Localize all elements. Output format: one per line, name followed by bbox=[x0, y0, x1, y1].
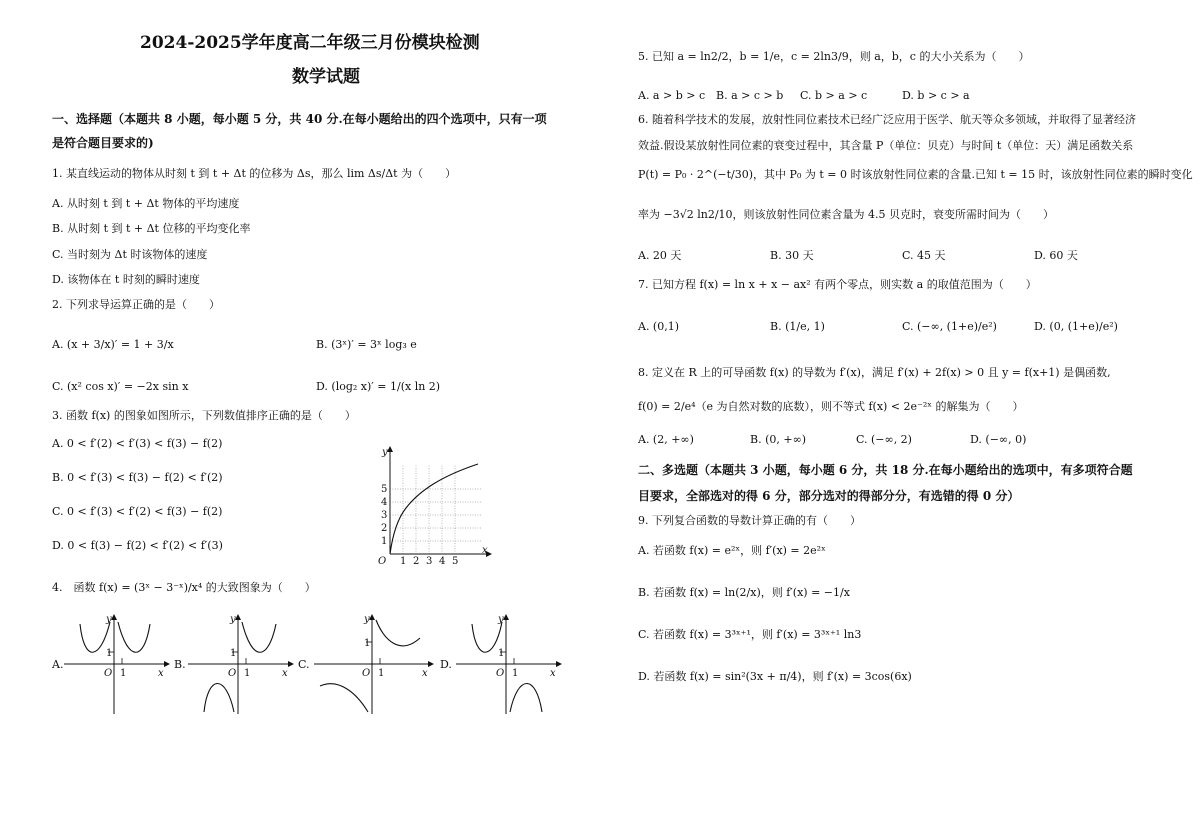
q4-a-one-y: 1 bbox=[106, 648, 113, 659]
q4-a-right-branch bbox=[118, 622, 150, 652]
q9-stem: 9. 下列复合函数的导数计算正确的有（ ） bbox=[638, 514, 861, 527]
q1-option-c: C. 当时刻为 Δt 时该物体的速度 bbox=[52, 248, 208, 261]
q2-option-d: D. (log₂ x)′ = 1/(x ln 2) bbox=[316, 380, 441, 393]
q9-option-c: C. 若函数 f(x) = 3³ˣ⁺¹，则 f′(x) = 3³ˣ⁺¹ ln3 bbox=[638, 628, 862, 641]
q7-stem: 7. 已知方程 f(x) = ln x + x − ax² 有两个零点，则实数 a 的取值范围为（ ） bbox=[638, 278, 1037, 291]
q4-d-y-label: y bbox=[498, 614, 504, 625]
q3-function-graph bbox=[362, 444, 492, 566]
q4-c-one-x: 1 bbox=[378, 668, 385, 679]
q8-line2: f(0) = 2/e⁴（e 为自然对数的底数），则不等式 f(x) < 2e⁻²ˣ 的解集为（ ） bbox=[638, 400, 1024, 413]
q1-option-d: D. 该物体在 t 时刻的瞬时速度 bbox=[52, 273, 200, 286]
q7-option-b: B. (1/e, 1) bbox=[770, 320, 825, 333]
q4-d-right-branch bbox=[510, 684, 542, 713]
q3-grid bbox=[390, 464, 482, 554]
q4-option-b-label: B. bbox=[174, 658, 186, 671]
q3-y-tick: 5 bbox=[381, 484, 388, 495]
q1-option-b: B. 从时刻 t 到 t + Δt 位移的平均变化率 bbox=[52, 222, 251, 235]
section1-heading-line1: 一、选择题（本题共 8 小题，每小题 5 分，共 40 分.在每小题给出的四个选项中，只有一项 bbox=[52, 112, 547, 126]
q3-stem: 3. 函数 f(x) 的图象如图所示，下列数值排序正确的是（ ） bbox=[52, 409, 356, 422]
q3-x-tick: 3 bbox=[426, 556, 433, 567]
q3-x-tick: 4 bbox=[439, 556, 446, 567]
q3-y-tick: 2 bbox=[381, 523, 388, 534]
q8-option-b: B. (0, +∞) bbox=[750, 433, 807, 446]
q9-option-d: D. 若函数 f(x) = sin²(3x + π/4)，则 f′(x) = 3cos(6x) bbox=[638, 670, 912, 683]
q4-graph-c bbox=[310, 612, 436, 716]
q2-option-a: A. (x + 3/x)′ = 1 + 3/x bbox=[52, 338, 174, 351]
q3-y-tick: 3 bbox=[381, 510, 388, 521]
q4-c-x-label: x bbox=[422, 668, 428, 679]
q4-c-origin: O bbox=[362, 668, 371, 679]
q5-option-d: D. b > c > a bbox=[902, 89, 970, 102]
q3-x-label: x bbox=[482, 545, 488, 556]
q8-option-d: D. (−∞, 0) bbox=[970, 433, 1027, 446]
q3-origin-label: O bbox=[378, 556, 387, 567]
q4-d-x-label: x bbox=[550, 668, 556, 679]
q4-a-origin: O bbox=[104, 668, 113, 679]
q6-option-d: D. 60 天 bbox=[1034, 249, 1078, 262]
q5-option-a: A. a > b > c bbox=[638, 89, 706, 102]
q3-option-c: C. 0 < f′(3) < f′(2) < f(3) − f(2) bbox=[52, 505, 223, 518]
q3-y-tick: 4 bbox=[381, 497, 388, 508]
q6-line4: 率为 −3√2 ln2/10，则该放射性同位素含量为 4.5 贝克时，衰变所需时间为（ ） bbox=[638, 208, 1055, 221]
q7-option-c: C. (−∞, (1+e)/e²) bbox=[902, 320, 997, 333]
q9-option-a: A. 若函数 f(x) = e²ˣ，则 f′(x) = 2e²ˣ bbox=[638, 544, 826, 557]
q3-x-tick: 1 bbox=[400, 556, 407, 567]
q6-line2: 效益.假设某放射性同位素的衰变过程中，其含量 P（单位：贝克）与时间 t（单位：天）满足函数关系 bbox=[638, 139, 1134, 152]
q4-graph-d bbox=[452, 612, 564, 716]
q4-graph-b bbox=[184, 612, 296, 716]
q6-line3: P(t) = P₀ · 2^(−t/30)，其中 P₀ 为 t = 0 时该放射性同位素的含量.已知 t = 15 时，该放射性同位素的瞬时变化 bbox=[638, 168, 1193, 181]
q5-option-c: C. b > a > c bbox=[800, 89, 868, 102]
q4-d-origin: O bbox=[496, 668, 505, 679]
q4-d-one-x: 1 bbox=[512, 668, 519, 679]
q4-option-a-label: A. bbox=[52, 658, 64, 671]
q1-stem: 1. 某直线运动的物体从时刻 t 到 t + Δt 的位移为 Δs，那么 lim Δs/Δt 为（ ） bbox=[52, 167, 457, 180]
q4-c-left-branch bbox=[320, 684, 368, 712]
q6-line1: 6. 随着科学技术的发展，放射性同位素技术已经广泛应用于医学、航天等众多领域，并取得了显著经济 bbox=[638, 113, 1136, 126]
q4-d-one-y: 1 bbox=[498, 648, 505, 659]
q4-b-origin: O bbox=[228, 668, 237, 679]
q4-c-one-y: 1 bbox=[364, 638, 371, 649]
q3-y-axis-arrow bbox=[387, 446, 393, 452]
q4-b-left-branch bbox=[204, 684, 234, 713]
q7-option-d: D. (0, (1+e)/e²) bbox=[1034, 320, 1118, 333]
q2-option-b: B. (3ˣ)′ = 3ˣ log₃ e bbox=[316, 338, 417, 351]
section2-heading-line1: 二、多选题（本题共 3 小题，每小题 6 分，共 18 分.在每小题给出的选项中，有多项符合题 bbox=[638, 463, 1133, 477]
q4-option-c-label: C. bbox=[298, 658, 310, 671]
section2-heading-line2: 目要求，全部选对的得 6 分，部分选对的得部分分，有选错的得 0 分） bbox=[638, 489, 1020, 503]
q8-option-a: A. (2, +∞) bbox=[638, 433, 694, 446]
q4-a-x-label: x bbox=[158, 668, 164, 679]
section1-heading-line2: 是符合题目要求的) bbox=[52, 136, 154, 150]
q3-y-label: y bbox=[382, 447, 388, 458]
q5-option-b: B. a > c > b bbox=[716, 89, 784, 102]
q3-option-b: B. 0 < f′(3) < f(3) − f(2) < f′(2) bbox=[52, 471, 223, 484]
q4-c-y-label: y bbox=[364, 614, 370, 625]
exam-title: 2024-2025学年度高二年级三月份模块检测 bbox=[140, 33, 480, 53]
q4-c-right-branch bbox=[376, 620, 420, 646]
q4-b-y-label: y bbox=[230, 614, 236, 625]
q4-a-y-label: y bbox=[106, 614, 112, 625]
q6-option-b: B. 30 天 bbox=[770, 249, 814, 262]
q6-option-c: C. 45 天 bbox=[902, 249, 946, 262]
q2-stem: 2. 下列求导运算正确的是（ ） bbox=[52, 298, 220, 311]
q4-b-one-y: 1 bbox=[230, 648, 237, 659]
q4-b-right-branch bbox=[242, 622, 276, 652]
q5-stem: 5. 已知 a = ln2/2，b = 1/e，c = 2ln3/9，则 a，b，c 的大小关系为（ ） bbox=[638, 50, 1030, 63]
q3-x-tick: 5 bbox=[452, 556, 459, 567]
q7-option-a: A. (0,1) bbox=[638, 320, 680, 333]
q3-x-tick: 2 bbox=[413, 556, 420, 567]
q4-graph-a bbox=[60, 612, 172, 716]
exam-subtitle: 数学试题 bbox=[292, 67, 360, 87]
q4-a-one-x: 1 bbox=[120, 668, 127, 679]
q4-option-d-label: D. bbox=[440, 658, 452, 671]
q3-y-tick: 1 bbox=[381, 536, 388, 547]
q8-option-c: C. (−∞, 2) bbox=[856, 433, 912, 446]
q4-stem: 4. 函数 f(x) = (3ˣ − 3⁻ˣ)/x⁴ 的大致图象为（ ） bbox=[52, 581, 316, 594]
q6-option-a: A. 20 天 bbox=[638, 249, 682, 262]
q9-option-b: B. 若函数 f(x) = ln(2/x)，则 f′(x) = −1/x bbox=[638, 586, 850, 599]
q1-option-a: A. 从时刻 t 到 t + Δt 物体的平均速度 bbox=[52, 197, 240, 210]
q3-option-a: A. 0 < f′(2) < f′(3) < f(3) − f(2) bbox=[52, 437, 223, 450]
q3-option-d: D. 0 < f(3) − f(2) < f′(2) < f′(3) bbox=[52, 539, 223, 552]
q2-option-c: C. (x² cos x)′ = −2x sin x bbox=[52, 380, 189, 393]
q4-b-x-label: x bbox=[282, 668, 288, 679]
q4-b-one-x: 1 bbox=[244, 668, 251, 679]
q8-line1: 8. 定义在 R 上的可导函数 f(x) 的导数为 f′(x)，满足 f′(x) + 2f(x) > 0 且 y = f(x+1) 是偶函数, bbox=[638, 366, 1111, 379]
